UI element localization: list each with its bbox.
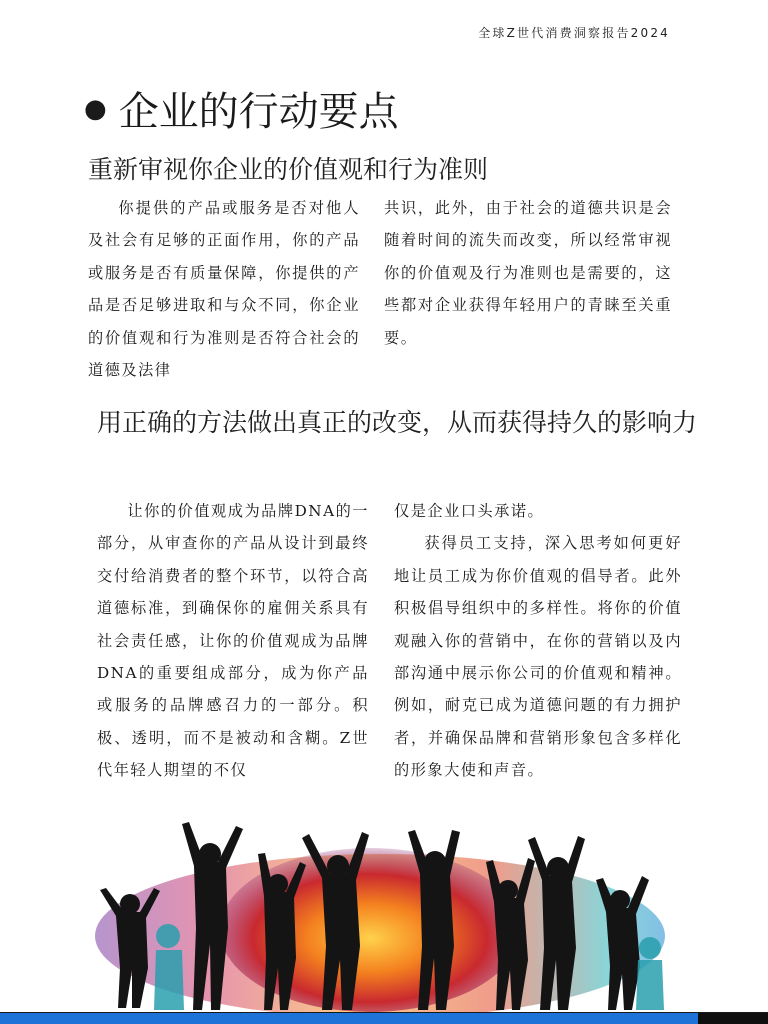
page-title-text: 企业的行动要点 bbox=[118, 89, 399, 135]
section1-title: 重新审视你企业的价值观和行为准则 bbox=[88, 155, 489, 184]
bullet-icon: ● bbox=[84, 94, 107, 124]
section2-column-right bbox=[394, 495, 682, 787]
page-title bbox=[84, 80, 399, 137]
section2-title: 用正确的方法做出真正的改变，从而获得持久的影响力 bbox=[97, 408, 698, 437]
report-header: 全球Z世代消费洞察报告2024 bbox=[478, 26, 670, 40]
section1-column-right bbox=[384, 192, 672, 354]
accent-bar-end bbox=[698, 1013, 768, 1024]
accent-bar bbox=[0, 1013, 768, 1024]
section1-left-text: 你提供的产品或服务是否对他人及社会有足够的正面作用，你的产品或服务是否有质量保障，你提供的产品是否足够进取和与众不同，你企业的价值观和行为准则是否符合社会的道德及法律 bbox=[88, 199, 360, 380]
section2-left-text: 让你的价值观成为品牌DNA的一部分，从审查你的产品从设计到最终交付给消费者的整个环节，以符合高道德标准，到确保你的雇佣关系具有社会责任感，让你的价值观成为品牌DNA的重要组成部分，成为你产品或服务的品牌感召力的一部分。积极、透明，而不是被动和含糊。Z世代年轻人期望的不仅 bbox=[97, 502, 369, 780]
section2-right-text-1: 仅是企业口头承诺。 bbox=[394, 502, 545, 520]
section1-right-text: 共识，此外，由于社会的道德共识是会随着时间的流失而改变，所以经常审视你的价值观及行为准则也是需要的，这些都对企业获得年轻用户的青睐至关重要。 bbox=[384, 199, 672, 347]
section2-column-left bbox=[97, 495, 369, 787]
celebrating-crowd-illustration bbox=[90, 818, 670, 1014]
section1-column-left bbox=[88, 192, 360, 386]
section2-right-text-2: 获得员工支持，深入思考如何更好地让员工成为你价值观的倡导者。此外积极倡导组织中的多样性。将你的价值观融入你的营销中，在你的营销以及内部沟通中展示你公司的价值观和精神。例如，耐克已成为道德问题的有力拥护者，并确保品牌和营销形象包含多样化的形象大使和声音。 bbox=[394, 534, 682, 780]
